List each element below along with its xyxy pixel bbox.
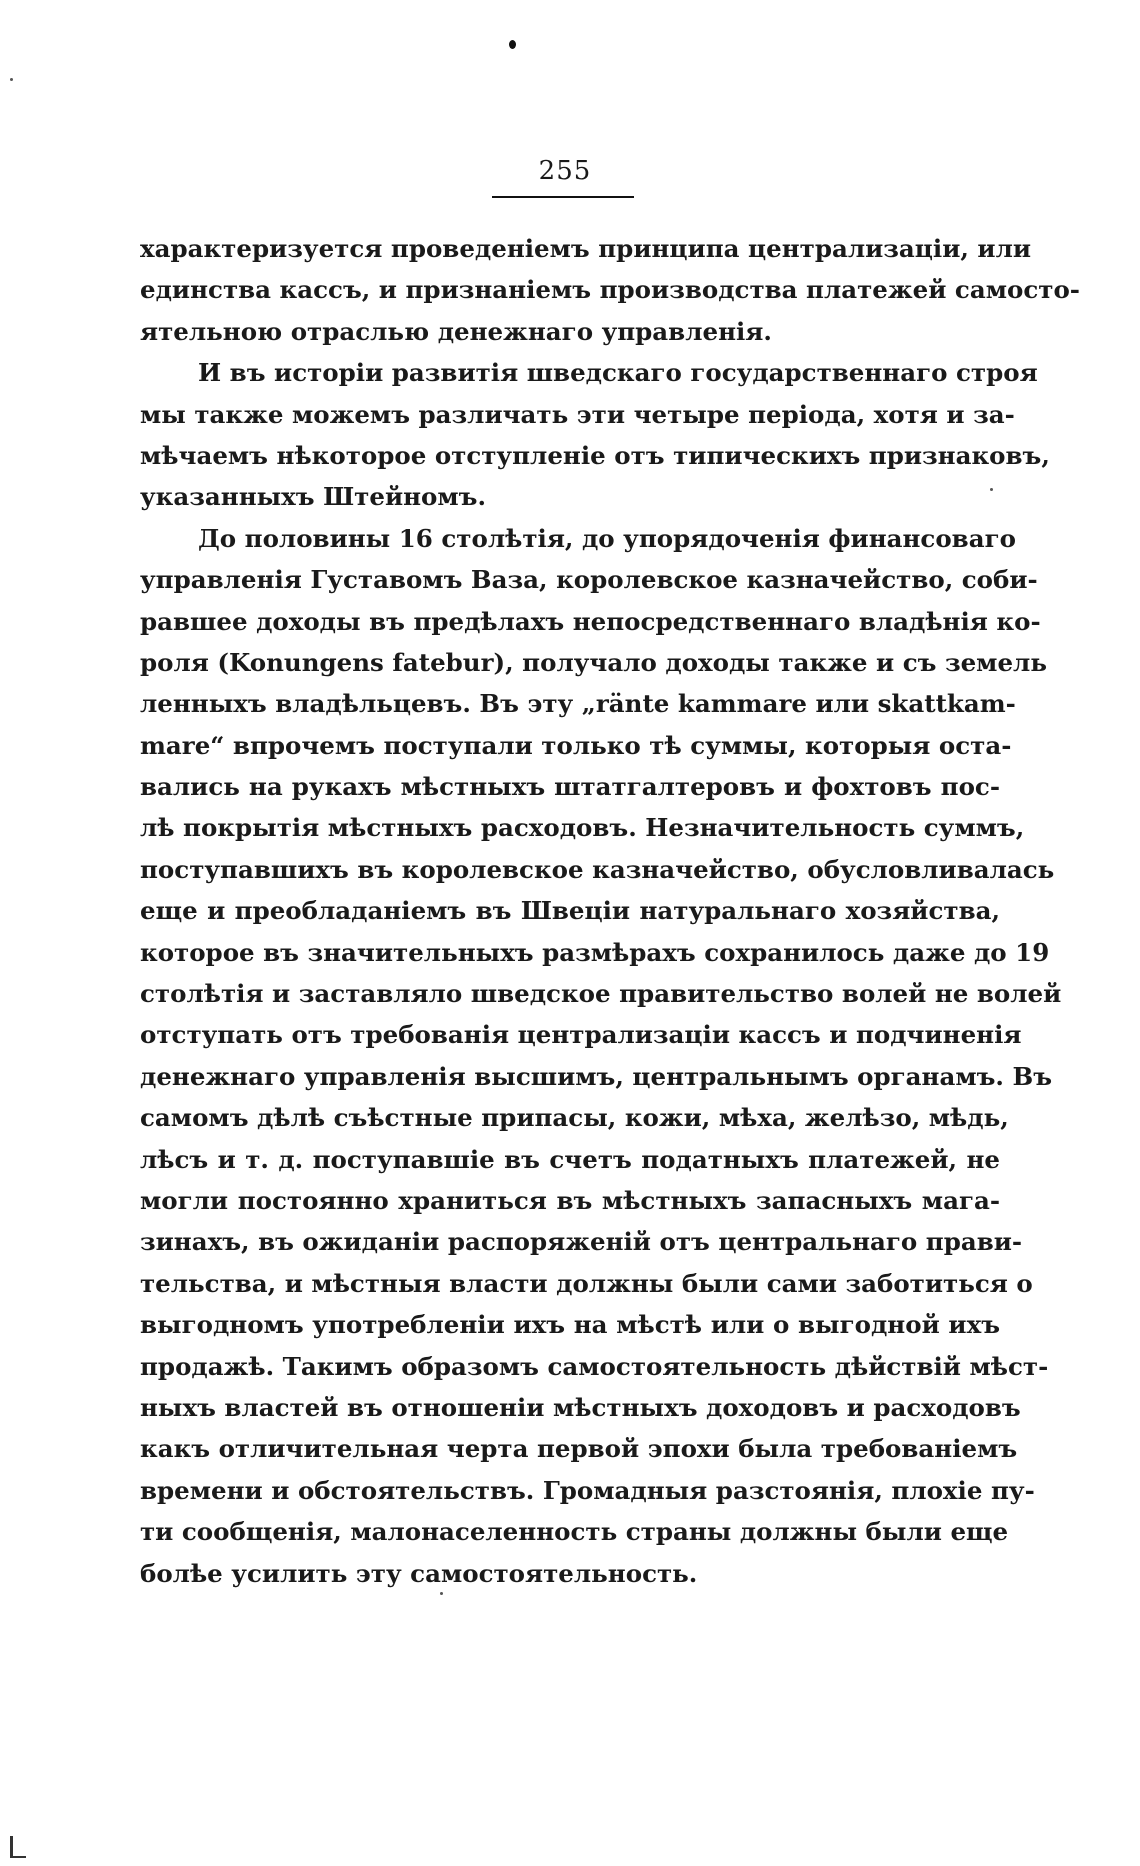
text-line: которое въ значительныхъ размѣрахъ сохранилось даже до 19 bbox=[140, 937, 1050, 967]
text-line: поступавшихъ въ королевское казначейство, обусловливалась bbox=[140, 854, 1055, 884]
text-line: времени и обстоятельствъ. Громадныя разстоянія, плохіе пу- bbox=[140, 1475, 1035, 1505]
page-number: 255 bbox=[538, 156, 592, 186]
text-line: столѣтія и заставляло шведское правительство волей не волей bbox=[140, 979, 1062, 1009]
scan-speck bbox=[990, 488, 993, 491]
scan-speck bbox=[440, 1592, 443, 1595]
text-line: ти сообщенія, малонаселенность страны должны были еще bbox=[140, 1517, 1009, 1547]
text-line: единства кассъ, и признаніемъ производства платежей самосто- bbox=[140, 275, 1080, 305]
scan-edge-mark bbox=[10, 1836, 13, 1858]
text-line: тельства, и мѣстныя власти должны были сами заботиться о bbox=[140, 1268, 1033, 1298]
text-line: продажѣ. Такимъ образомъ самостоятельность дѣйствій мѣст- bbox=[140, 1351, 1049, 1381]
text-line: выгодномъ употребленіи ихъ на мѣстѣ или о выгодной ихъ bbox=[140, 1310, 1000, 1340]
text-line: равшее доходы въ предѣлахъ непосредственнаго владѣнія ко- bbox=[140, 606, 1041, 636]
text-line: какъ отличительная черта первой эпохи была требованіемъ bbox=[140, 1434, 1018, 1464]
page-number-rule bbox=[492, 196, 634, 198]
paragraph-first-line: До половины 16 столѣтія, до упорядоченія финансоваго bbox=[198, 523, 1016, 553]
text-line: ятельною отраслью денежнаго управленія. bbox=[140, 316, 772, 346]
text-line: ленныхъ владѣльцевъ. Въ эту „ränte kammare или skattkam- bbox=[140, 689, 1016, 719]
text-line: mare“ впрочемъ поступали только тѣ суммы, которыя оста- bbox=[140, 730, 1012, 760]
text-line: указанныхъ Штейномъ. bbox=[140, 482, 487, 512]
text-line: вались на рукахъ мѣстныхъ штатгалтеровъ и фохтовъ пос- bbox=[140, 772, 1000, 802]
text-line: самомъ дѣлѣ съѣстные припасы, кожи, мѣха, желѣзо, мѣдь, bbox=[140, 1103, 1009, 1133]
text-line: ныхъ властей въ отношеніи мѣстныхъ доходовъ и расходовъ bbox=[140, 1392, 1021, 1422]
paragraph-first-line: И въ исторіи развитія шведскаго государственнаго строя bbox=[198, 358, 1038, 388]
text-line: отступать отъ требованія централизаціи кассъ и подчиненія bbox=[140, 1020, 1022, 1050]
text-line: лѣсъ и т. д. поступавшіе въ счетъ податныхъ платежей, не bbox=[140, 1144, 1000, 1174]
ink-dot bbox=[509, 40, 516, 49]
text-line: мы также можемъ различать эти четыре періода, хотя и за- bbox=[140, 399, 1015, 429]
text-line: зинахъ, въ ожиданіи распоряженій отъ центральнаго прави- bbox=[140, 1227, 1023, 1257]
text-line: могли постоянно храниться въ мѣстныхъ запасныхъ мага- bbox=[140, 1185, 1000, 1215]
text-line: мѣчаемъ нѣкоторое отступленіе отъ типическихъ признаковъ, bbox=[140, 440, 1050, 470]
scan-edge-mark bbox=[10, 1856, 26, 1858]
body-text bbox=[140, 228, 1080, 1594]
text-line: характеризуется проведеніемъ принципа централизаціи, или bbox=[140, 234, 1032, 263]
text-line: денежнаго управленія высшимъ, центральнымъ органамъ. Въ bbox=[140, 1061, 1052, 1091]
scan-speck bbox=[10, 78, 13, 81]
text-line: болѣе усилить эту самостоятельность. bbox=[140, 1558, 698, 1588]
text-line: лѣ покрытія мѣстныхъ расходовъ. Незначительность суммъ, bbox=[140, 813, 1025, 843]
text-line: управленія Густавомъ Ваза, королевское казначейство, соби- bbox=[140, 565, 1038, 595]
text-line: роля (Konungens fatebur), получало доходы также и съ земель bbox=[140, 647, 1047, 677]
text-line: еще и преобладаніемъ въ Швеціи натуральнаго хозяйства, bbox=[140, 896, 1000, 926]
